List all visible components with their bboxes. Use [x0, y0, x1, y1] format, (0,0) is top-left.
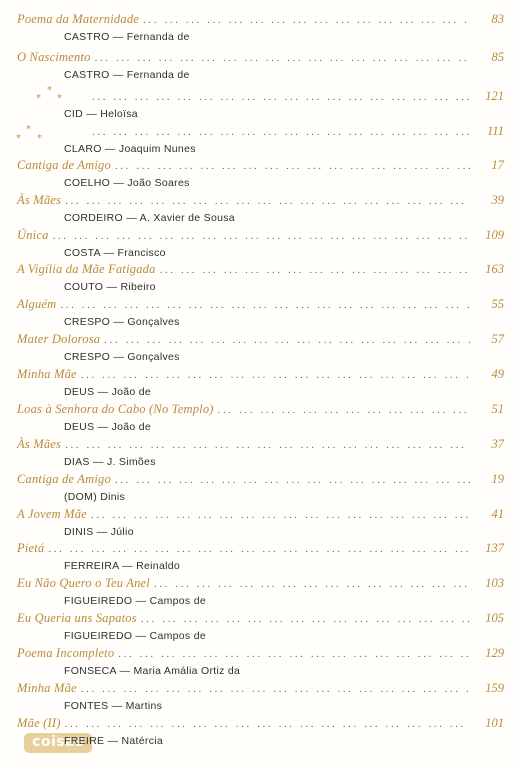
index-entry — [0, 85, 518, 124]
index-entry — [0, 332, 518, 367]
index-entry — [0, 541, 518, 576]
page-number: 17 — [491, 158, 504, 172]
dot-leader — [118, 648, 470, 660]
dot-leader — [65, 718, 470, 730]
page-number: 111 — [487, 124, 504, 138]
author-name: COELHO — João Soares — [64, 177, 190, 189]
index-entry — [0, 646, 518, 681]
dot-leader — [48, 543, 470, 555]
author-name: DINIS — Júlio — [64, 526, 134, 538]
dot-leader — [218, 404, 470, 416]
author-name: COSTA — Francisco — [64, 247, 166, 259]
poem-title: Alguém — [17, 297, 57, 311]
page-number: 159 — [485, 681, 504, 695]
author-name: FONSECA — Maria Amália Ortiz da — [64, 665, 241, 677]
dot-leader — [81, 369, 470, 381]
author-name: CID — Heloïsa — [64, 108, 138, 120]
index-entry — [0, 228, 518, 263]
poem-title: Minha Mãe — [17, 367, 77, 381]
page-number: 19 — [491, 472, 504, 486]
author-name: FIGUEIREDO — Campos de — [64, 595, 206, 607]
poem-title: Mãe (II) — [17, 716, 61, 730]
page-number: 57 — [491, 332, 504, 346]
poem-title: A Jovem Mãe — [17, 507, 87, 521]
index-entry — [0, 124, 518, 159]
author-name: DEUS — João de — [64, 386, 152, 398]
asterism-icon: * * * — [16, 124, 42, 144]
dot-leader — [141, 613, 470, 625]
index-entry — [0, 472, 518, 507]
index-entry — [0, 507, 518, 542]
poem-title: Minha Mãe — [17, 681, 77, 695]
poem-title: Poema Incompleto — [17, 646, 115, 660]
page-number: 55 — [491, 297, 504, 311]
index-entry — [0, 158, 518, 193]
dot-leader — [92, 91, 470, 103]
dot-leader — [115, 474, 470, 486]
page-number: 137 — [485, 541, 504, 555]
index-entry — [0, 297, 518, 332]
dot-leader — [104, 334, 470, 346]
author-name: CASTRO — Fernanda de — [64, 31, 190, 43]
page-number: 39 — [491, 193, 504, 207]
asterism-icon: * * * — [36, 85, 62, 104]
author-name: FIGUEIREDO — Campos de — [64, 630, 206, 642]
page-number: 103 — [485, 576, 504, 590]
poem-title: A Vigília da Mãe Fatigada — [17, 262, 156, 276]
dot-leader — [65, 439, 470, 451]
dot-leader — [91, 509, 470, 521]
page-number: 51 — [491, 402, 504, 416]
page-number: 37 — [491, 437, 504, 451]
page-number: 105 — [485, 611, 504, 625]
dot-leader — [115, 160, 470, 172]
dot-leader — [95, 52, 470, 64]
page-number: 121 — [485, 89, 504, 103]
poem-title: Poema da Maternidade — [17, 12, 140, 26]
author-name: CASTRO — Fernanda de — [64, 69, 190, 81]
dot-leader — [81, 683, 470, 695]
poem-title: Cantiga de Amigo — [17, 472, 111, 486]
index-entry — [0, 193, 518, 228]
page-number: 85 — [491, 50, 504, 64]
dot-leader — [53, 230, 470, 242]
index-entry — [0, 716, 518, 751]
page-number: 129 — [485, 646, 504, 660]
dot-leader — [60, 299, 470, 311]
author-name: DEUS — João de — [64, 421, 152, 433]
index-entry — [0, 681, 518, 716]
page-number: 49 — [491, 367, 504, 381]
page-number: 109 — [485, 228, 504, 242]
poem-title: Mater Dolorosa — [17, 332, 101, 346]
poem-title: Eu Queria uns Sapatos — [17, 611, 137, 625]
index-entry — [0, 437, 518, 472]
poem-title: Às Mães — [17, 437, 62, 451]
author-name: (DOM) Dinis — [64, 491, 126, 503]
page-number: 41 — [491, 507, 504, 521]
poem-title: Às Mães — [17, 193, 62, 207]
author-name: CRESPO — Gonçalves — [64, 316, 180, 328]
author-name: CORDEIRO — A. Xavier de Sousa — [64, 212, 235, 224]
index-entry — [0, 367, 518, 402]
poem-title: Única — [17, 228, 49, 242]
poem-title: O Nascimento — [17, 50, 91, 64]
author-name: FERREIRA — Reinaldo — [64, 560, 180, 572]
poem-title: Eu Não Quero o Teu Anel — [17, 576, 150, 590]
watermark-text: coisas — [32, 734, 84, 750]
dot-leader — [92, 126, 470, 138]
author-name: FREIRE — Natércia — [64, 735, 164, 747]
dot-leader — [143, 14, 470, 26]
index-entry — [0, 576, 518, 611]
dot-leader — [154, 578, 470, 590]
author-name: DIAS — J. Simões — [64, 456, 156, 468]
index-entry — [0, 12, 518, 47]
index-entry — [0, 262, 518, 297]
poem-title: Loas à Senhora do Cabo (No Templo) — [17, 402, 214, 416]
dot-leader — [160, 264, 470, 276]
author-name: CRESPO — Gonçalves — [64, 351, 180, 363]
author-name: COUTO — Ribeiro — [64, 281, 156, 293]
poem-title: Pietá — [17, 541, 45, 555]
dot-leader — [65, 195, 470, 207]
page-number: 101 — [485, 716, 504, 730]
page-number: 83 — [491, 12, 504, 26]
page-number: 163 — [485, 262, 504, 276]
index-entry — [0, 402, 518, 437]
index-entry — [0, 611, 518, 646]
index-entry — [0, 50, 518, 85]
author-name: CLARO — Joaquim Nunes — [64, 143, 196, 155]
poem-title: Cantiga de Amigo — [17, 158, 111, 172]
author-name: FONTES — Martins — [64, 700, 163, 712]
